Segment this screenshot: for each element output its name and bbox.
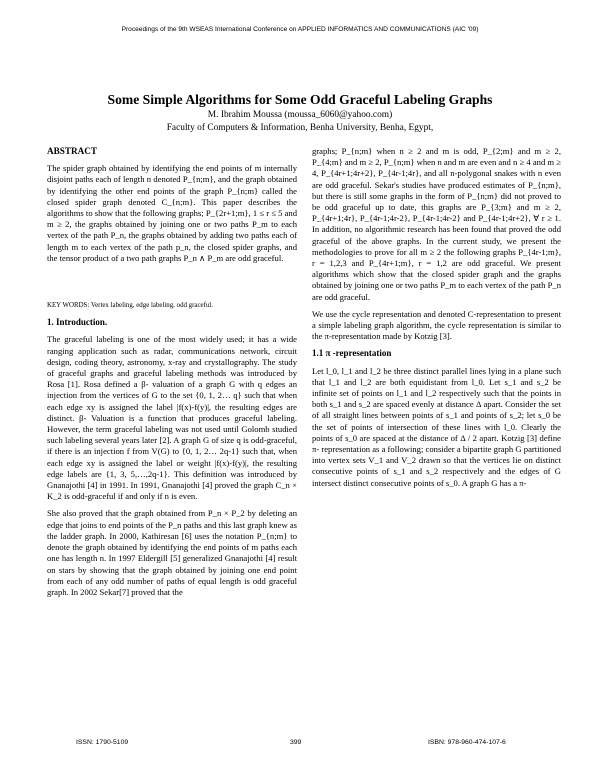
footer-issn: ISSN: 1790-5109 — [76, 739, 129, 746]
running-header: Proceedings of the 9th WSEAS International Conference on APPLIED INFORMATICS AND COMMUNICATIONS (AIC '09) — [121, 26, 479, 33]
author-line: M. Ibrahim Moussa (moussa_6060@yahoo.com) — [207, 110, 393, 120]
keywords: KEY WORDS: Vertex labeling, edge labeling, odd graceful. — [47, 302, 213, 310]
subsection-heading-pi-representation: 1.1 π -representation — [312, 348, 392, 359]
abstract-text: The spider graph obtained by identifying the end points of m internally disjoint paths each of length n denoted P_{n;m}, and the graph obtained by identifying the other end points of the graph P_{n;m} called the closed spider graph denoted C_{n;m}. This paper describes the algorithms to show that the following graphs; P_{2r+1;m}, 1 ≤ r ≤ 5 and m ≥ 2, the graphs obtained by joining one or two paths P_m to each vertex of the path P_n, the graphs obtained by adding two paths each of length m to each vertex of the path p_n, the closed spider graphs, and the tensor product of a two path graphs P_n ∧ P_m are odd graceful. — [47, 163, 297, 263]
paper-title: Some Simple Algorithms for Some Odd Graceful Labeling Graphs — [107, 92, 493, 107]
footer-isbn: ISBN: 978-960-474-107-6 — [428, 739, 506, 746]
intro-paragraph-2: She also proved that the graph obtained from P_n × P_2 by deleting an edge that joins to end points of the P_n paths and this last graph knew as the ladder graph. In 2000, Kathiresan [6] uses the notation P_{n;m} to denote the graph obtained by identifying the end points of m paths each one has length n. In 1997 Eldergill [5] generalized Gnanajothi [4] result on stars by showing that the graph obtained by joining one end point from each of any odd number of paths of equal length is odd graceful graph. In 2002 Sekar[7] proved that the — [47, 508, 297, 597]
affiliation-line: Faculty of Computers & Information, Benha University, Benha, Egypt, — [166, 123, 434, 133]
right-paragraph-3: Let l_0, l_1 and l_2 be three distinct parallel lines lying in a plane such that l_1 and l_2 are both equidistant from l_0. Let s_1 and s_2 be infinite set of points on l_1 and l_2 respectively such that the points in both s_1 and s_2 are spaced evenly at distance Δ apart. Consider the set of all straight lines between points of s_1 and points of s_2; let s_0 be the set of points of intersection of these lines with l_0. Clearly the points of s_0 are spaced at the distance of Δ / 2 apart. Kotzig [3] define π- representation as a following; consider a bipartite graph G partitioned into vertex sets V_1 and V_2 drawn so that the vertices lie on distinct consecutive points of s_1 and s_2 respectively and the edges of G intersect distinct consecutive points of s_0. A graph G has a π- — [312, 365, 561, 488]
right-paragraph-2: We use the cycle representation and denoted C-representation to present a simple labeling graph algorithm, the cycle representation is similar to the π-representation made by Kotzig [3]. — [312, 308, 561, 342]
section-heading-introduction: 1. Introduction. — [47, 317, 108, 328]
left-column — [47, 146, 297, 604]
right-column — [312, 146, 561, 495]
intro-paragraph-1: The graceful labeling is one of the most widely used; it has a wide ranging application such as radar, communications network, circuit design, coding theory, astronomy, x-ray and crystallography. The study of graceful graphs and graceful labeling methods was introduced by Rosa [1]. Rosa defined a β- valuation of a graph G with q edges an injection from the vertices of G to the set {0, 1, 2… q} such that when each edge xy is assigned the label |f(x)-f(y)|, the resulting edges are distinct. β- Valuation is a function that produces graceful labeling. However, the term graceful labeling was not used until Golomb studied such labeling several years later [2]. A graph G of size q is odd-graceful, if there is an injection f from V(G) to {0, 1, 2… 2q-1} such that, when each edge xy is assigned the label or weight |f(x)-f(y)|, the resulting edge labels are {1, 3, 5,…,2q-1}. This definition was introduced by Gnanajothi [4] in 1991. In 1991, Gnanajothi [4] proved the graph C_n × K_2 is odd-graceful if and only if n is even. — [47, 334, 297, 502]
abstract-heading: ABSTRACT — [47, 146, 98, 156]
right-paragraph-1: graphs; P_{n;m} when n ≥ 2 and m is odd, P_{2;m} and m ≥ 2, P_{4;m} and m ≥ 2, P_{n;m} when n and m are even and n ≥ 4 and m ≥ 4, P_{4r+1;4r+2}, P_{4r-1;4r}, and all n-polygonal snakes with n even are odd graceful. Sekar's studies have produced estimates of P_{n;m}, but there is still some graphs in the form of P_{n;m} did not proved to be odd graceful up to date, this graphs are P_{3;m} and m ≥ 2, P_{4r+1;4r}, P_{4r-1;4r-2}, P_{4r-1;4r-2} and P_{4r-1;4r+2}, ∀ r ≥ 1. In addition, no algorithmic research has been found that proved the odd graceful of the above graphs. In the current study, we present the methodologies to prove for all m ≥ 2 the following graphs P_{4r-1;m}, r = 1,2,3 and P_{4r+1;m}, r = 1,2 are odd graceful. We present algorithms which show that the closed spider graph and the graphs obtained by joining one or two paths P_m to each vertex of the path P_n are odd graceful. — [312, 146, 561, 302]
footer-page-number: 399 — [290, 739, 302, 746]
